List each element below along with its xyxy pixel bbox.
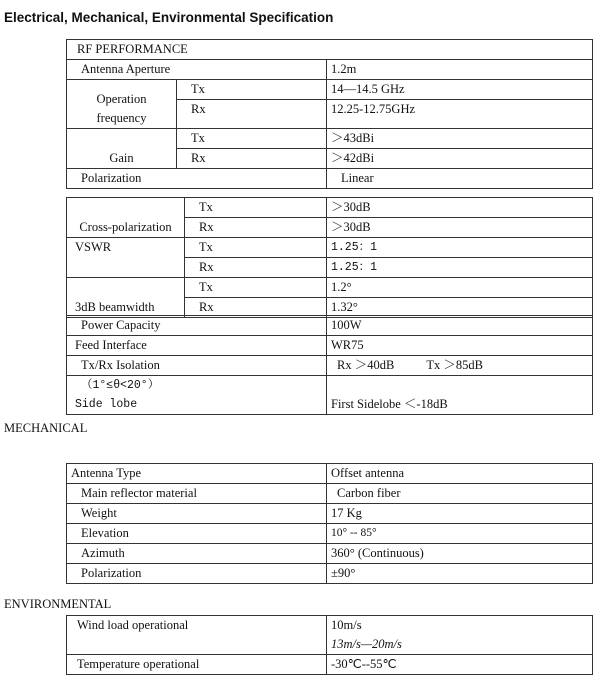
vswr-label: VSWR xyxy=(67,238,185,278)
environmental-table xyxy=(66,615,593,675)
beamwidth-rx-value: 1.32° xyxy=(327,298,593,318)
environmental-heading: ENVIRONMENTAL xyxy=(4,597,112,611)
vswr-rx-label: Rx xyxy=(185,258,327,278)
isolation-tx-value: Tx ＞85dB xyxy=(426,358,483,372)
wind-load-value xyxy=(327,616,593,655)
wind-load-value-2: 13m/s—20m/s xyxy=(331,637,402,651)
polarization-value: Linear xyxy=(327,169,593,189)
feed-interface-label: Feed Interface xyxy=(67,336,327,356)
gain-label: Gain xyxy=(67,129,177,169)
table-row xyxy=(67,40,593,60)
gain-tx-label: Tx xyxy=(177,129,327,149)
vswr-tx-value: 1.25：1 xyxy=(327,238,593,258)
mech-label-3: Elevation xyxy=(67,524,327,544)
mech-label-5: Polarization xyxy=(67,564,327,584)
rf-header: RF PERFORMANCE xyxy=(67,40,593,60)
table-row xyxy=(67,464,593,484)
power-capacity-value: 100W xyxy=(327,316,593,336)
mech-value-2: 17 Kg xyxy=(327,504,593,524)
operation-frequency-label xyxy=(67,80,177,129)
side-lobe-text: Side lobe xyxy=(75,398,138,411)
operation-frequency-tx-value: 14—14.5 GHz xyxy=(327,80,593,100)
table-row xyxy=(67,129,593,149)
isolation-rx-value: Rx ＞40dB xyxy=(337,358,395,372)
gain-rx-value: ＞42dBi xyxy=(327,149,593,169)
rf-performance-table-bottom xyxy=(66,315,593,415)
table-row xyxy=(67,484,593,504)
mech-value-0: Offset antenna xyxy=(327,464,593,484)
table-row xyxy=(67,544,593,564)
polarization-label: Polarization xyxy=(67,169,327,189)
antenna-aperture-label: Antenna Aperture xyxy=(67,60,327,80)
isolation-value xyxy=(327,356,593,376)
operation-frequency-rx-value: 12.25-12.75GHz xyxy=(327,100,593,129)
side-lobe-range: （1°≤θ<20°） xyxy=(81,379,160,392)
mech-value-4: 360° (Continuous) xyxy=(327,544,593,564)
vswr-rx-value: 1.25：1 xyxy=(327,258,593,278)
mech-value-1: Carbon fiber xyxy=(327,484,593,504)
wind-load-label: Wind load operational xyxy=(67,616,327,655)
cross-polarization-rx-label: Rx xyxy=(185,218,327,238)
table-row xyxy=(67,504,593,524)
mechanical-table xyxy=(66,463,593,584)
temperature-label: Temperature operational xyxy=(67,655,327,675)
beamwidth-tx-value: 1.2° xyxy=(327,278,593,298)
operation-frequency-tx-label: Tx xyxy=(177,80,327,100)
rf-performance-table xyxy=(66,39,593,189)
temperature-value: -30℃--55℃ xyxy=(327,655,593,675)
mech-label-0: Antenna Type xyxy=(67,464,327,484)
isolation-label: Tx/Rx Isolation xyxy=(67,356,327,376)
cross-polarization-label: Cross-polarization xyxy=(67,198,185,238)
cross-polarization-tx-value: ＞30dB xyxy=(327,198,593,218)
table-row xyxy=(67,655,593,675)
table-row xyxy=(67,169,593,189)
table-row xyxy=(67,278,593,298)
gain-rx-label: Rx xyxy=(177,149,327,169)
table-row xyxy=(67,80,593,100)
wind-load-value-1: 10m/s xyxy=(331,618,362,632)
mechanical-heading: MECHANICAL xyxy=(4,421,88,435)
gain-tx-value: ＞43dBi xyxy=(327,129,593,149)
beamwidth-tx-label: Tx xyxy=(185,278,327,298)
table-row xyxy=(67,616,593,655)
page-title: Electrical, Mechanical, Environmental Specification xyxy=(4,10,334,25)
beamwidth-rx-label: Rx xyxy=(185,298,327,318)
vswr-tx-label: Tx xyxy=(185,238,327,258)
cross-polarization-tx-label: Tx xyxy=(185,198,327,218)
table-row xyxy=(67,238,593,258)
table-row xyxy=(67,198,593,218)
table-row xyxy=(67,336,593,356)
table-row xyxy=(67,356,593,376)
operation-frequency-rx-label: Rx xyxy=(177,100,327,129)
mech-label-4: Azimuth xyxy=(67,544,327,564)
mech-label-1: Main reflector material xyxy=(67,484,327,504)
table-row xyxy=(67,60,593,80)
mech-value-5: ±90° xyxy=(327,564,593,584)
side-lobe-value: First Sidelobe ＜-18dB xyxy=(327,376,593,415)
operation-frequency-line1: Operation xyxy=(96,92,147,106)
beamwidth-label: 3dB beamwidth xyxy=(67,278,185,318)
mech-label-2: Weight xyxy=(67,504,327,524)
feed-interface-value: WR75 xyxy=(327,336,593,356)
table-row xyxy=(67,564,593,584)
side-lobe-label xyxy=(67,376,327,415)
cross-polarization-rx-value: ＞30dB xyxy=(327,218,593,238)
operation-frequency-line2: frequency xyxy=(96,111,147,125)
table-row xyxy=(67,316,593,336)
table-row xyxy=(67,376,593,415)
table-row xyxy=(67,524,593,544)
power-capacity-label: Power Capacity xyxy=(67,316,327,336)
mech-value-3: 10° -- 85° xyxy=(327,524,593,544)
antenna-aperture-value: 1.2m xyxy=(327,60,593,80)
rf-performance-table-lower xyxy=(66,197,593,318)
